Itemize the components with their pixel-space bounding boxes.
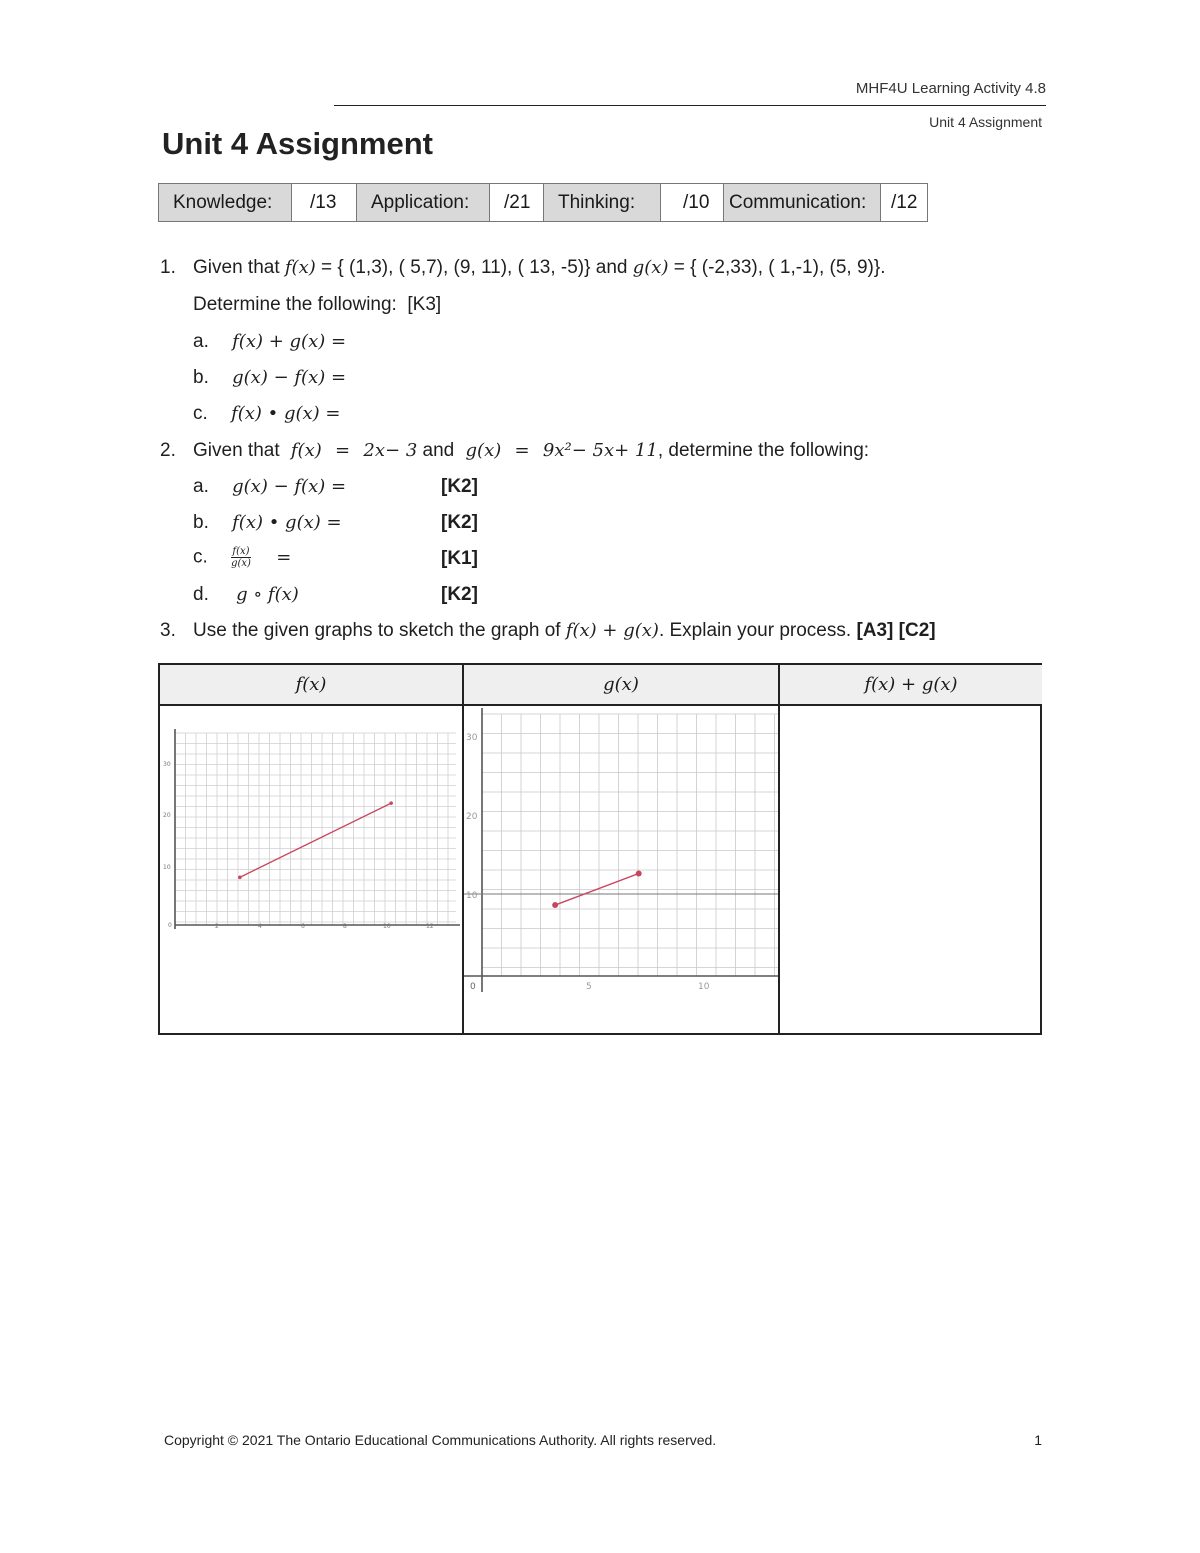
q2a-expression: g(x) − f(x) = (232, 476, 347, 497)
data-point (552, 902, 558, 908)
f-tick-y-10: 10 (163, 864, 171, 871)
header-g: g(x) (464, 665, 778, 706)
page-title: Unit 4 Assignment (162, 126, 433, 161)
q2b-expression: f(x) • g(x) = (232, 512, 342, 533)
g-tick-y-10: 10 (466, 891, 478, 901)
q1-part-a (193, 331, 346, 353)
course-label: MHF4U Learning Activity 4.8 (855, 80, 1046, 97)
q1-part-c (193, 403, 341, 425)
header-f: f(x) (160, 665, 462, 706)
communication-score: /12 (881, 184, 927, 221)
q3-tags: [A3] [C2] (856, 620, 936, 641)
q2b-tag: [K2] (441, 512, 478, 533)
g-tick-y-20: 20 (466, 812, 478, 822)
g-tick-y-30: 30 (466, 733, 478, 743)
copyright: Copyright © 2021 The Ontario Educational Communications Authority. All rights reserved. (164, 1432, 717, 1448)
q2-number: 2. (160, 440, 176, 461)
q2-and: and (422, 440, 455, 461)
header-rule (334, 105, 1046, 106)
q2c-letter: c. (193, 546, 208, 568)
grid-f (175, 733, 456, 925)
q1a-expression: f(x) + g(x) = (232, 331, 347, 352)
f-tick-x-6: 6 (301, 923, 305, 930)
q1-g-set: = { (-2,33), ( 1,-1), (5, 9)}. (673, 257, 886, 278)
thinking-label: Thinking: (544, 184, 661, 221)
thinking-score: /10 (661, 184, 724, 221)
data-point (636, 871, 642, 877)
application-label: Application: (357, 184, 490, 221)
q2c-tag: [K1] (441, 548, 478, 569)
q1b-letter: b. (193, 367, 209, 388)
q2-part-b (193, 512, 342, 534)
q2a-letter: a. (193, 476, 209, 497)
q2c-fraction: $\frac{f(x)}{g(x)}$ (231, 546, 251, 569)
q2-part-c (193, 546, 291, 569)
q1a-letter: a. (193, 331, 209, 352)
q1-number: 1. (160, 257, 176, 278)
f-tick-y-30: 30 (163, 761, 171, 768)
g-tick-y-0: 0 (470, 982, 476, 992)
q1-g-symbol: g(x) (632, 257, 669, 278)
q2b-letter: b. (193, 512, 209, 533)
q1c-expression: f(x) • g(x) = (231, 403, 341, 424)
q2-part-a (193, 476, 346, 498)
communication-label: Communication: (724, 184, 881, 221)
q2-part-d (193, 584, 299, 606)
q2-tail: , determine the following: (657, 440, 870, 461)
q1-tag: [K3] (407, 294, 442, 315)
q2-g-equals: = (514, 440, 530, 461)
q1b-expression: g(x) − f(x) = (232, 367, 347, 388)
column-divider (778, 665, 780, 1033)
q2a-tag: [K2] (441, 476, 478, 497)
q2d-letter: d. (193, 584, 209, 605)
data-point (238, 876, 242, 880)
unit-label: Unit 4 Assignment (929, 114, 1042, 130)
q3-expression: f(x) + g(x) (565, 620, 659, 641)
q2-f-def: 2x− 3 (363, 440, 418, 461)
q3-number: 3. (160, 620, 176, 641)
series-f (238, 801, 393, 879)
page-number: 1 (1034, 1432, 1042, 1448)
grid-g (482, 714, 778, 976)
f-tick-y-20: 20 (163, 812, 171, 819)
q2-given: Given that (193, 440, 280, 461)
data-point (389, 801, 393, 805)
q3-statement (193, 620, 936, 642)
g-tick-x-5: 5 (586, 982, 592, 992)
header-sum: f(x) + g(x) (780, 665, 1042, 706)
graph-f (160, 729, 460, 935)
q2-f-symbol: f(x) (290, 440, 322, 461)
q1-and: and (595, 257, 628, 278)
q1-instruction: Determine the following: (193, 294, 397, 315)
q1-instruction-line (193, 294, 441, 316)
q1-f-set: = { (1,3), ( 5,7), (9, 11), ( 13, -5)} (321, 257, 591, 278)
knowledge-score: /13 (292, 184, 357, 221)
q2d-expression: g ∘ f(x) (236, 584, 299, 605)
q3-text-before: Use the given graphs to sketch the graph of (193, 620, 561, 641)
f-tick-x-2: 2 (215, 923, 219, 930)
graph-g (464, 708, 778, 994)
q1-statement (193, 257, 885, 279)
q2-g-symbol: g(x) (465, 440, 502, 461)
knowledge-label: Knowledge: (159, 184, 292, 221)
q1-given: Given that (193, 257, 280, 278)
f-tick-x-12: 12 (426, 923, 434, 930)
q3-text-after: . Explain your process. (658, 620, 852, 641)
series-line (240, 803, 391, 877)
graph-table (158, 663, 1042, 1035)
q2-g-def: 9x²− 5x+ 11 (542, 440, 658, 461)
f-tick-y-0: 0 (168, 922, 172, 929)
g-tick-x-10: 10 (698, 982, 710, 992)
q1c-letter: c. (193, 403, 208, 424)
f-tick-x-4: 4 (258, 923, 262, 930)
q2c-equals: = (276, 546, 292, 568)
f-tick-x-10: 10 (383, 923, 391, 930)
q1-part-b (193, 367, 346, 389)
q2-f-equals: = (335, 440, 351, 461)
f-tick-x-8: 8 (343, 923, 347, 930)
application-score: /21 (490, 184, 544, 221)
q2d-tag: [K2] (441, 584, 478, 605)
q1-f-symbol: f(x) (284, 257, 316, 278)
q2-statement (193, 440, 869, 462)
score-table (158, 183, 928, 222)
